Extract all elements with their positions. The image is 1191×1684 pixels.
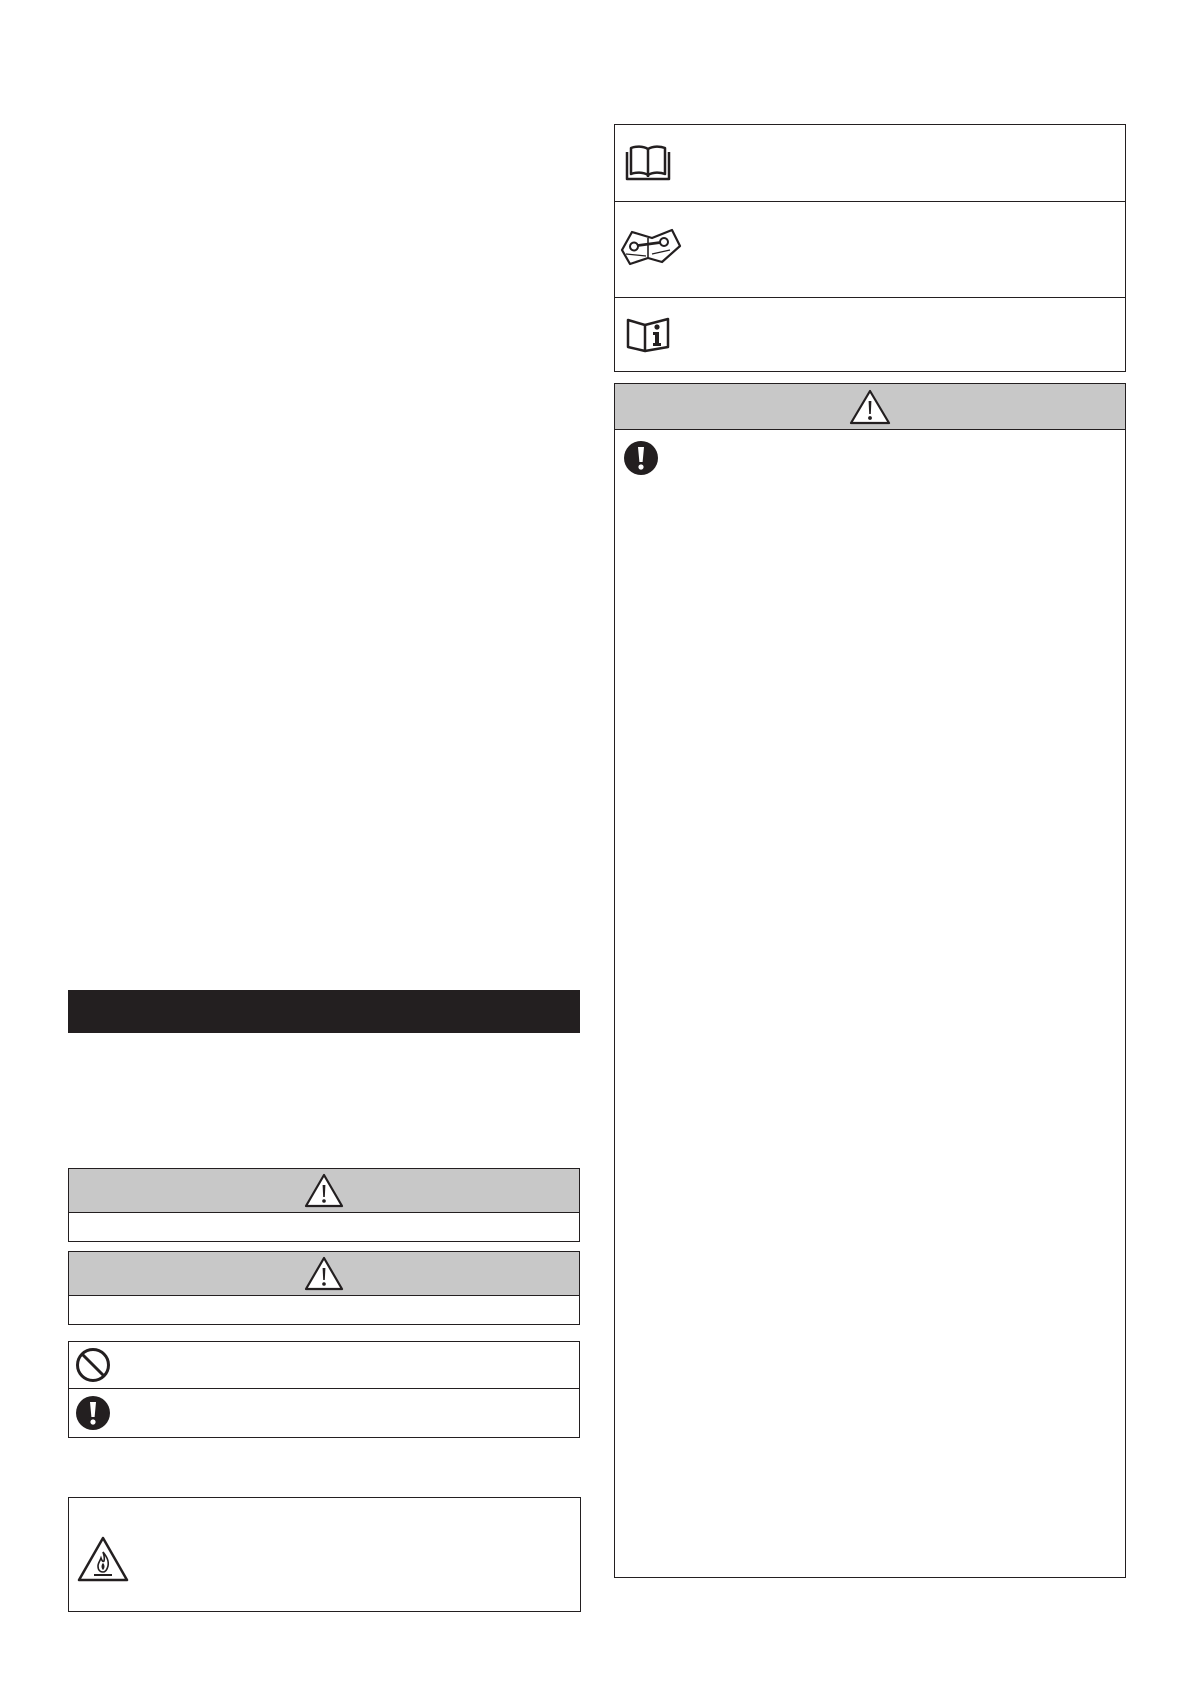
info-book-icon [625,315,671,355]
warning-header [69,1169,579,1213]
flammable-warning-icon [77,1536,129,1582]
warning-triangle-icon [849,389,891,425]
flammable-warning-box [68,1497,581,1612]
manual-symbols-box [614,124,1126,372]
exclamation-circle-icon [623,440,659,476]
prohibition-row [69,1342,579,1389]
symbol-legend-box [68,1341,580,1438]
service-manual-row [615,201,1125,298]
mandatory-row [69,1388,579,1437]
caution-instructions-box [614,383,1126,1578]
info-manual-row [615,297,1125,371]
caution-box [68,1251,580,1325]
section-heading-bar [68,990,580,1033]
exclamation-circle-icon [75,1395,111,1431]
warning-triangle-icon [304,1256,344,1291]
warning-triangle-icon [304,1173,344,1208]
wrench-book-icon [618,228,682,268]
open-book-icon [625,143,671,183]
prohibition-icon [75,1347,111,1383]
warning-box [68,1168,580,1242]
read-manual-row [615,125,1125,202]
caution-header [69,1252,579,1296]
caution-header [615,384,1125,430]
